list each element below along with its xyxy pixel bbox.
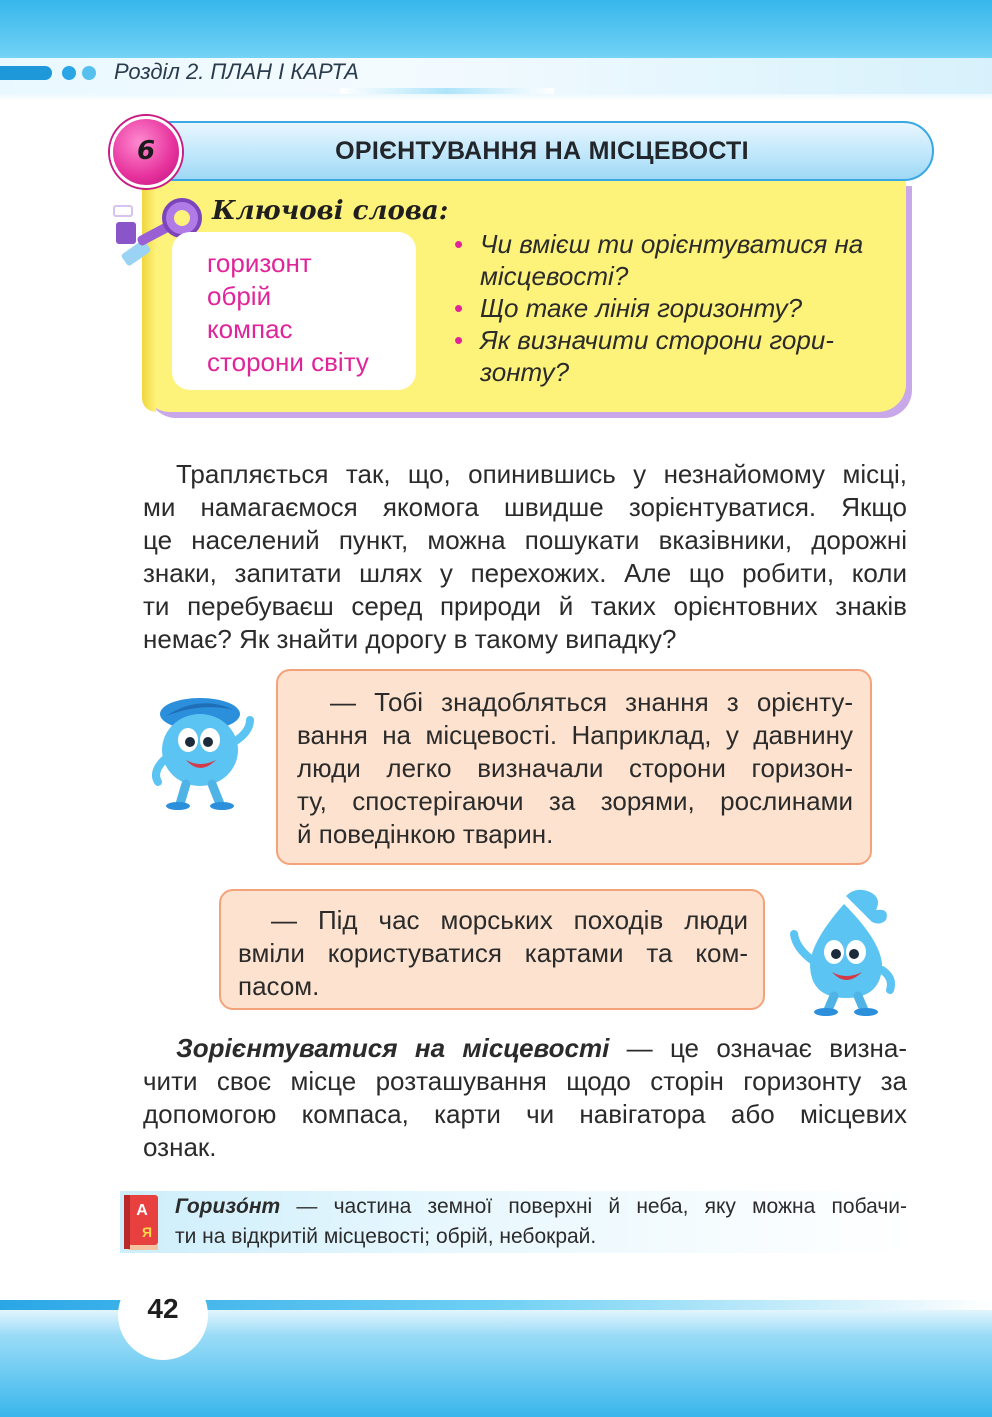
text-line: — Під час морських походів люди (271, 905, 748, 935)
speech-bubble-text (297, 686, 853, 851)
dictionary-icon (120, 1193, 164, 1251)
text-line: вміли користуватися картами та ком- (238, 938, 748, 968)
text-line: ми намагаємося якомога швидше зорієнтуватися. Якщо (143, 492, 907, 522)
question-item: • Чи вмієш ти орієнтуватися на місцевості? (454, 229, 864, 291)
keyword-item: сторони світу (207, 347, 369, 377)
header-line-decoration (0, 66, 52, 80)
lesson-number-badge: 6 (110, 116, 182, 188)
lesson-title: ОРІЄНТУВАННЯ НА МІСЦЕВОСТІ (335, 137, 749, 165)
text-line: ту, спостерігаючи за зорями, рослинами (297, 786, 853, 816)
text-line: Трапляється так, що, опинившись у незнайомому місці, (176, 459, 907, 489)
question-item: • Що таке лінія горизонту? (454, 293, 803, 323)
svg-text:Я: Я (141, 1224, 153, 1240)
water-drop-mascot-icon (786, 886, 904, 1016)
keyword-item: обрій (207, 281, 272, 311)
question-item: • Як визначити сторони гори- зонту? (454, 325, 834, 387)
text-line: ти на відкритій місцевості; обрій, небокрай. (175, 1225, 597, 1248)
bullet-icon: • (454, 293, 464, 323)
text-line: це населений пункт, можна пошукати вказівники, дорожні (143, 525, 907, 555)
text-line: Горизóнт — частина земної поверхні й неба, яку можна побачи- (175, 1195, 907, 1218)
glossary-term: Горизóнт (175, 1195, 281, 1218)
text-line: чити своє місце розташування щодо сторін горизонту за (143, 1066, 907, 1096)
intro-paragraph (143, 458, 907, 656)
text-line: ти перебуваєш серед природи й таких орієнтовних знаків (143, 591, 907, 621)
header-dot-icon (82, 66, 96, 80)
text-line: люди легко визначали сторони горизон- (297, 753, 853, 783)
header-accent (340, 88, 554, 94)
bullet-icon: • (454, 325, 464, 355)
definition-paragraph (143, 1032, 907, 1164)
bullet-icon: • (454, 229, 464, 259)
page-number: 42 (147, 1293, 179, 1324)
text-line: ознак. (143, 1132, 217, 1162)
text-line: пасом. (238, 971, 320, 1001)
keywords-heading: Ключові слова: (212, 196, 449, 226)
header-dot-icon (62, 66, 76, 80)
keywords-list (207, 247, 369, 379)
text-line: вання на місцевості. Наприклад, у давнину (297, 720, 853, 750)
glossary-text (175, 1192, 907, 1252)
questions-list (454, 228, 890, 388)
text-line: допомогою компаса, карти чи навігатора або місцевих (143, 1099, 907, 1129)
definition-term: Зорієнтуватися на місцевості (176, 1033, 610, 1063)
keyword-item: компас (207, 314, 293, 344)
speech-bubble-text (238, 904, 748, 1003)
text-line: знаки, запитати шлях у перехожих. Але що робити, коли (143, 558, 907, 588)
text-line: — Тобі знадобляться знання з орієнту- (330, 687, 853, 717)
svg-text:А: А (136, 1202, 148, 1219)
section-title: Розділ 2. ПЛАН І КАРТА (114, 59, 359, 84)
text-line: й поведінкою тварин. (297, 819, 554, 849)
keyword-item: горизонт (207, 248, 312, 278)
text-line: немає? Як знайти дорогу в такому випадку? (143, 624, 677, 654)
text-line: Зорієнтуватися на місцевості — це означає визна- (176, 1033, 907, 1063)
water-drop-mascot-icon (142, 680, 260, 810)
